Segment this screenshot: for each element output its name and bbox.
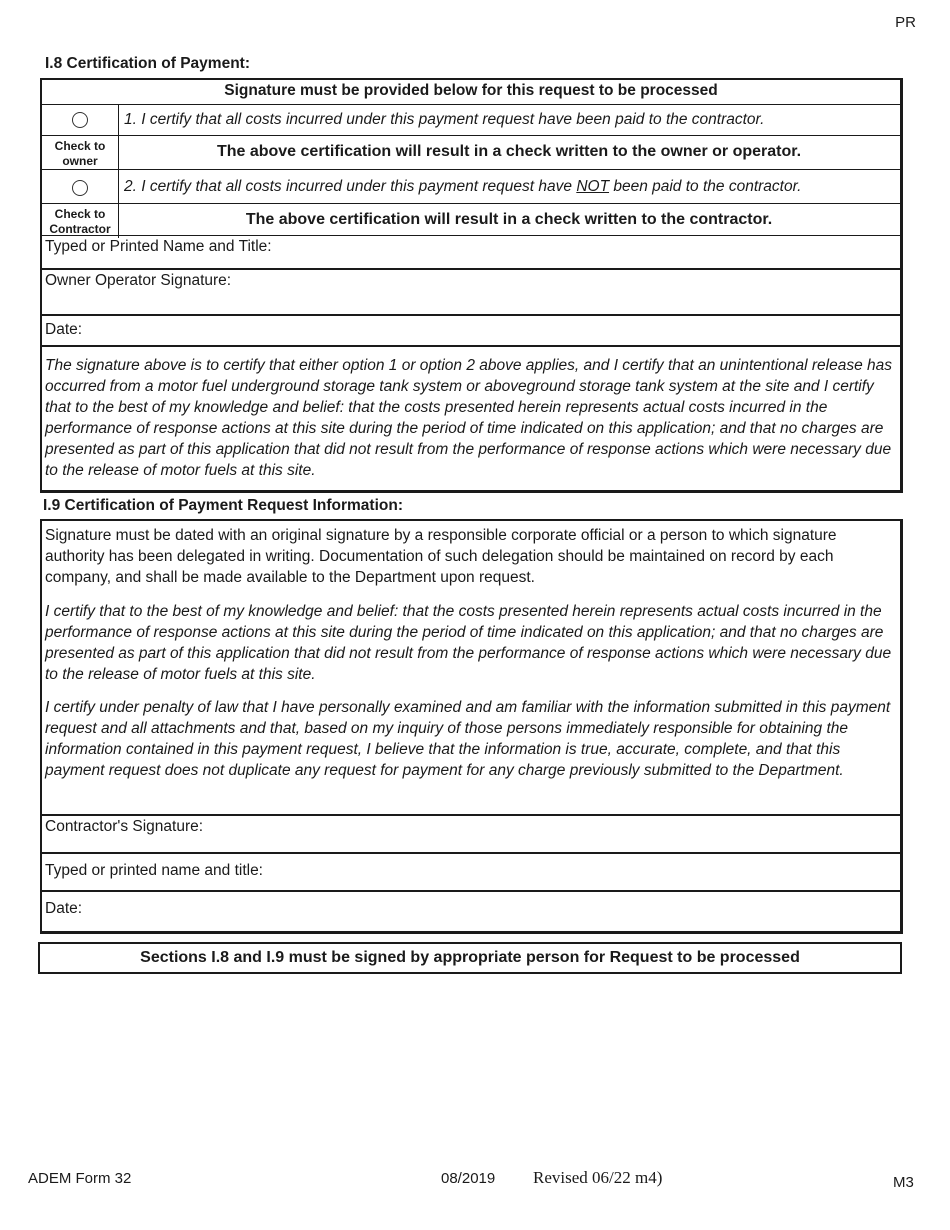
footer-revised: Revised 06/22 m4) [533,1168,663,1187]
section-i9-title: I.9 Certification of Payment Request Information: [43,497,403,514]
section-i9-box [40,519,903,934]
contractor-date-label: Date: [45,900,83,917]
delegation-text: Signature must be dated with an original signature by a responsible corporate official or a person to which signature authority has been delegated in writing. Documentation of such delegation should be maintained on record by each company, and shall be made available to the Department upon request. [45,527,837,586]
section-i8-title: I.8 Certification of Payment: [45,55,250,72]
certification-statement-text: The signature above is to certify that either option 1 or option 2 above applies, and I certify that an unintentional release has occurred from a motor fuel underground storage tank system or aboveground storage tank system at the site and I certify that to the best of my knowledge and belief: that the costs presented herein represents actual costs incurred in the performance of response actions at this site during the period of time indicated on this application; and that no charges are presented as part of this application that did not result from the performance of response actions which were necessary due to the release of motor fuels at this site. [45,357,893,479]
check-to-owner-label: Check to owner [54,139,106,168]
check-to-contractor-label: Check to Contractor [49,207,111,236]
option1-result: The above certification will result in a check written to the owner or operator. [216,143,802,160]
contractor-signature-label: Contractor's Signature: [45,818,204,835]
option1-row [42,104,900,136]
owner-date-field[interactable] [42,314,900,346]
option2-text: 2. I certify that all costs incurred under this payment request have NOT been paid to the contractor. [124,178,802,195]
page-mark: PR [895,14,916,31]
owner-date-label: Date: [45,321,83,338]
owner-name-field[interactable] [42,235,900,269]
contractor-radio[interactable] [72,180,88,196]
option1-result-row [42,135,900,170]
cost-certification-paragraph [42,601,900,685]
contractor-date-field[interactable] [42,890,900,932]
footer-page-code: M3 [893,1174,914,1191]
option1-text: 1. I certify that all costs incurred under this payment request have been paid to the contractor. [124,111,765,128]
contractor-name-field[interactable] [42,852,900,892]
section-i8-box [40,78,903,493]
penalty-certification-text: I certify under penalty of law that I have personally examined and am familiar with the information submitted in this payment request and all attachments and that, based on my inquiry of those persons immediately responsible for obtaining the information contained in this payment request, I believe that the information is true, accurate, complete, and that this payment request does not duplicate any request for payment for any charge previously submitted to the Department. [45,699,891,779]
option2-row [42,169,900,204]
footer-date: 08/2019 [441,1170,496,1187]
option2-result: The above certification will result in a check written to the contractor. [245,211,773,228]
footer-form-id: ADEM Form 32 [28,1170,132,1187]
contractor-name-label: Typed or printed name and title: [45,862,263,879]
owner-name-label: Typed or Printed Name and Title: [45,238,272,255]
signature-required-banner: Signature must be provided below for this request to be processed [224,82,718,99]
penalty-certification-paragraph [42,697,900,781]
owner-signature-field[interactable] [42,268,900,316]
owner-signature-label: Owner Operator Signature: [45,272,232,289]
contractor-signature-field[interactable] [42,814,900,854]
cost-certification-text: I certify that to the best of my knowledge and belief: that the costs presented herein represents actual costs incurred in the performance of response actions at this site during the period of time indicated on this application; and that no charges are presented as part of this application that did not result from the performance of response actions which were necessary due to the release of motor fuels at this site. [45,603,892,683]
signature-requirement-note: Sections I.8 and I.9 must be signed by appropriate person for Request to be processed [38,942,902,974]
delegation-paragraph [42,525,900,588]
owner-radio[interactable] [72,112,88,128]
certification-statement [42,345,900,492]
option2-result-row [42,203,900,238]
